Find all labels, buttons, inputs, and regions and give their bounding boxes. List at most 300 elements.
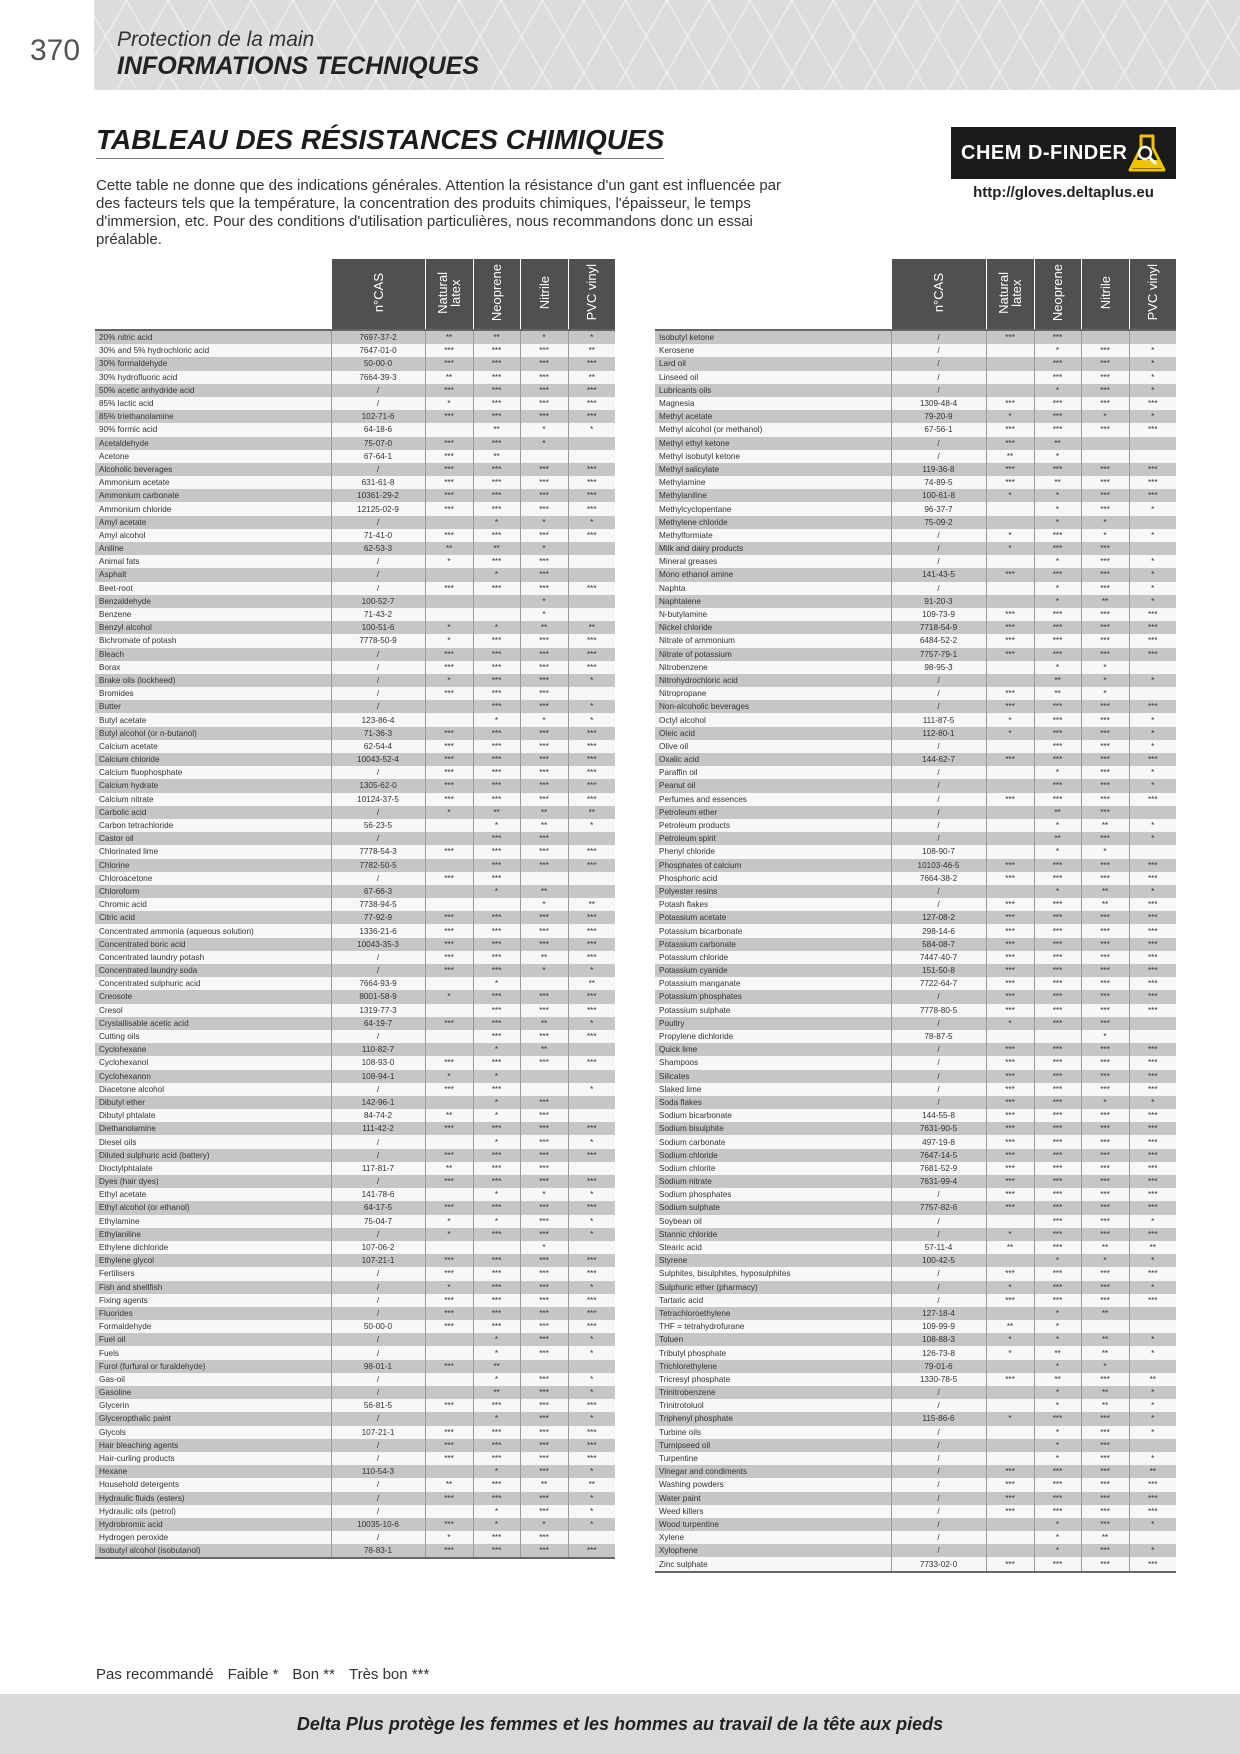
- table-row: [95, 819, 615, 832]
- cas-number: 117-81-7: [331, 1162, 425, 1175]
- rating-neoprene: [1034, 1030, 1081, 1043]
- rating-pvc-vinyl: ***: [1129, 700, 1176, 713]
- rating-natural-latex: ***: [986, 463, 1034, 476]
- rating-pvc-vinyl: ***: [1129, 1294, 1176, 1307]
- table-row: [655, 357, 1176, 370]
- cas-number: /: [891, 1426, 986, 1439]
- rating-neoprene: **: [473, 1360, 520, 1373]
- rating-pvc-vinyl: ***: [1129, 1122, 1176, 1135]
- cas-number: 107-21-1: [331, 1254, 425, 1267]
- table-row: [655, 845, 1176, 858]
- cas-number: /: [331, 1439, 425, 1452]
- rating-nitrile: ***: [520, 1439, 568, 1452]
- chemical-name: Asphalt: [95, 568, 331, 581]
- rating-pvc-vinyl: [1129, 845, 1176, 858]
- table-row: [655, 1162, 1176, 1175]
- cas-number: /: [891, 1518, 986, 1531]
- rating-neoprene: ***: [1034, 713, 1081, 726]
- rating-pvc-vinyl: *: [1129, 371, 1176, 384]
- rating-natural-latex: [425, 1346, 473, 1359]
- rating-nitrile: ***: [520, 357, 568, 370]
- rating-natural-latex: ***: [986, 648, 1034, 661]
- rating-neoprene: ***: [1034, 423, 1081, 436]
- table-row: [95, 1281, 615, 1294]
- chemical-name: Lard oil: [655, 357, 891, 370]
- cas-number: /: [331, 397, 425, 410]
- rating-nitrile: *: [520, 1518, 568, 1531]
- cas-number: /: [891, 1505, 986, 1518]
- chemical-name: Butyl alcohol (or n-butanol): [95, 727, 331, 740]
- chemical-name: Dibutyl phtalate: [95, 1109, 331, 1122]
- rating-nitrile: **: [1081, 1531, 1129, 1544]
- chemical-name: Magnesia: [655, 397, 891, 410]
- chemical-name: Paraffin oil: [655, 766, 891, 779]
- table-row: [95, 1188, 615, 1201]
- rating-nitrile: ***: [1081, 542, 1129, 555]
- legend-item-not-recommended: Pas recommandé: [96, 1666, 214, 1683]
- rating-natural-latex: ***: [425, 1307, 473, 1320]
- cas-number: 141-43-5: [891, 568, 986, 581]
- table-row: [95, 1360, 615, 1373]
- table-row: [95, 713, 615, 726]
- rating-pvc-vinyl: [568, 1043, 615, 1056]
- rating-neoprene: **: [1034, 674, 1081, 687]
- rating-pvc-vinyl: ***: [1129, 476, 1176, 489]
- table-row: [95, 1149, 615, 1162]
- chemical-name: Potassium cyanide: [655, 964, 891, 977]
- rating-natural-latex: [425, 1241, 473, 1254]
- rating-pvc-vinyl: ***: [1129, 977, 1176, 990]
- rating-neoprene: ***: [1034, 1070, 1081, 1083]
- rating-neoprene: ***: [1034, 779, 1081, 792]
- rating-pvc-vinyl: *: [1129, 1281, 1176, 1294]
- table-row: [655, 1557, 1176, 1571]
- chemical-name: Concentrated boric acid: [95, 938, 331, 951]
- rating-pvc-vinyl: *: [568, 1017, 615, 1030]
- rating-neoprene: *: [473, 1043, 520, 1056]
- rating-neoprene: ***: [473, 1254, 520, 1267]
- rating-nitrile: ***: [520, 1307, 568, 1320]
- rating-neoprene: **: [473, 450, 520, 463]
- rating-natural-latex: [986, 1531, 1034, 1544]
- rating-neoprene: ***: [1034, 898, 1081, 911]
- chemical-name: Potassium carbonate: [655, 938, 891, 951]
- chemical-name: Hydraulic oils (petrol): [95, 1505, 331, 1518]
- chemical-name: Chromic acid: [95, 898, 331, 911]
- cas-number: 1309-48-4: [891, 397, 986, 410]
- table-row: [95, 1162, 615, 1175]
- rating-natural-latex: [425, 1135, 473, 1148]
- chemical-name: Fixing agents: [95, 1294, 331, 1307]
- rating-natural-latex: [986, 766, 1034, 779]
- rating-nitrile: *: [1081, 674, 1129, 687]
- cas-number: 12125-02-9: [331, 502, 425, 515]
- table-row: [95, 1241, 615, 1254]
- table-row: [655, 819, 1176, 832]
- cas-number: 10361-29-2: [331, 489, 425, 502]
- rating-natural-latex: ***: [425, 1320, 473, 1333]
- chemical-name: Phosphoric acid: [655, 872, 891, 885]
- rating-pvc-vinyl: *: [1129, 1412, 1176, 1425]
- rating-neoprene: *: [473, 516, 520, 529]
- rating-natural-latex: [425, 608, 473, 621]
- rating-pvc-vinyl: ***: [1129, 990, 1176, 1003]
- rating-nitrile: ***: [1081, 1162, 1129, 1175]
- chemical-name: Turpentine: [655, 1452, 891, 1465]
- cas-number: 78-83-1: [331, 1544, 425, 1558]
- chemical-name: Washing powders: [655, 1478, 891, 1491]
- table-row: [655, 753, 1176, 766]
- chemical-name: Potassium bicarbonate: [655, 924, 891, 937]
- rating-pvc-vinyl: [568, 1531, 615, 1544]
- rating-natural-latex: ***: [986, 898, 1034, 911]
- rating-nitrile: *: [1081, 410, 1129, 423]
- chemical-name: Fish and shellfish: [95, 1281, 331, 1294]
- rating-neoprene: *: [1034, 845, 1081, 858]
- table-row: [95, 1215, 615, 1228]
- chemical-name: Sodium sulphate: [655, 1201, 891, 1214]
- rating-nitrile: ***: [1081, 463, 1129, 476]
- rating-nitrile: ***: [520, 938, 568, 951]
- rating-natural-latex: [986, 371, 1034, 384]
- rating-neoprene: ***: [1034, 793, 1081, 806]
- rating-pvc-vinyl: ***: [1129, 1505, 1176, 1518]
- rating-pvc-vinyl: ***: [1129, 964, 1176, 977]
- rating-nitrile: ***: [1081, 977, 1129, 990]
- chemical-name: Toluen: [655, 1333, 891, 1346]
- rating-pvc-vinyl: *: [568, 1135, 615, 1148]
- chemical-name: Calcium fluophosphate: [95, 766, 331, 779]
- table-row: [95, 437, 615, 450]
- cas-number: /: [891, 687, 986, 700]
- table-body-right: [655, 330, 1176, 1572]
- table-row: [655, 872, 1176, 885]
- rating-natural-latex: *: [986, 1017, 1034, 1030]
- chemical-name: Gasoline: [95, 1386, 331, 1399]
- chemical-name: Petroleum spirit: [655, 832, 891, 845]
- table-row: [655, 1346, 1176, 1359]
- rating-neoprene: **: [473, 542, 520, 555]
- rating-neoprene: *: [473, 1465, 520, 1478]
- chemical-name: Methylcyclopentane: [655, 502, 891, 515]
- rating-pvc-vinyl: *: [568, 516, 615, 529]
- table-row: [655, 1281, 1176, 1294]
- cas-number: /: [891, 1478, 986, 1491]
- rating-natural-latex: ***: [986, 859, 1034, 872]
- rating-nitrile: ***: [520, 1201, 568, 1214]
- cas-number: 10103-46-5: [891, 859, 986, 872]
- rating-neoprene: ***: [473, 1426, 520, 1439]
- rating-pvc-vinyl: ***: [568, 1307, 615, 1320]
- table-row: [655, 1175, 1176, 1188]
- rating-pvc-vinyl: *: [1129, 1452, 1176, 1465]
- chemical-name: Creosote: [95, 990, 331, 1003]
- chemical-name: 30% hydrofluoric acid: [95, 371, 331, 384]
- cas-number: 7664-39-3: [331, 371, 425, 384]
- rating-pvc-vinyl: [1129, 806, 1176, 819]
- rating-natural-latex: ***: [425, 1399, 473, 1412]
- cas-number: /: [891, 1215, 986, 1228]
- rating-nitrile: ***: [1081, 621, 1129, 634]
- rating-neoprene: ***: [473, 1439, 520, 1452]
- rating-natural-latex: ***: [425, 437, 473, 450]
- chemical-name: Ethylamine: [95, 1215, 331, 1228]
- rating-neoprene: ***: [1034, 753, 1081, 766]
- rating-neoprene: ***: [1034, 1478, 1081, 1491]
- rating-nitrile: ***: [1081, 1267, 1129, 1280]
- chemical-name: Chloroacetone: [95, 872, 331, 885]
- rating-pvc-vinyl: ***: [1129, 489, 1176, 502]
- rating-natural-latex: [986, 516, 1034, 529]
- rating-neoprene: [473, 595, 520, 608]
- rating-neoprene: ***: [1034, 1281, 1081, 1294]
- cas-number: /: [331, 1030, 425, 1043]
- cas-number: /: [891, 779, 986, 792]
- chem-d-finder-logo[interactable]: [951, 127, 1176, 179]
- table-row: [655, 779, 1176, 792]
- table-row: [95, 793, 615, 806]
- rating-nitrile: ***: [520, 1162, 568, 1175]
- chemical-name: Furol (furfural or furaldehyde): [95, 1360, 331, 1373]
- rating-natural-latex: ***: [425, 1267, 473, 1280]
- rating-neoprene: ***: [473, 1307, 520, 1320]
- rating-neoprene: ***: [1034, 700, 1081, 713]
- cas-number: /: [891, 1399, 986, 1412]
- rating-nitrile: ***: [1081, 1056, 1129, 1069]
- rating-natural-latex: ***: [425, 1439, 473, 1452]
- cas-number: /: [891, 1465, 986, 1478]
- chemical-name: Concentrated laundry potash: [95, 951, 331, 964]
- cas-number: 7718-54-9: [891, 621, 986, 634]
- cas-number: 67-56-1: [891, 423, 986, 436]
- rating-pvc-vinyl: ***: [568, 779, 615, 792]
- rating-pvc-vinyl: ***: [1129, 911, 1176, 924]
- rating-neoprene: ***: [473, 1030, 520, 1043]
- table-row: [655, 885, 1176, 898]
- rating-neoprene: ***: [473, 872, 520, 885]
- rating-natural-latex: [986, 357, 1034, 370]
- chemical-name: Concentrated laundry soda: [95, 964, 331, 977]
- rating-natural-latex: **: [425, 542, 473, 555]
- chemical-name: Water paint: [655, 1492, 891, 1505]
- rating-natural-latex: [986, 384, 1034, 397]
- rating-pvc-vinyl: [1129, 330, 1176, 344]
- rating-nitrile: *: [520, 1188, 568, 1201]
- cas-number: /: [891, 990, 986, 1003]
- table-row: [655, 1505, 1176, 1518]
- cas-number: /: [331, 568, 425, 581]
- rating-neoprene: ***: [1034, 740, 1081, 753]
- chemical-name: Sodium chloride: [655, 1149, 891, 1162]
- rating-pvc-vinyl: [568, 595, 615, 608]
- rating-nitrile: ***: [1081, 964, 1129, 977]
- rating-pvc-vinyl: ***: [1129, 859, 1176, 872]
- rating-pvc-vinyl: ***: [1129, 938, 1176, 951]
- rating-nitrile: ***: [1081, 911, 1129, 924]
- rating-natural-latex: [986, 1030, 1034, 1043]
- rating-nitrile: [1081, 1320, 1129, 1333]
- rating-neoprene: ***: [473, 555, 520, 568]
- rating-pvc-vinyl: *: [568, 1373, 615, 1386]
- page-header: [0, 0, 1240, 90]
- rating-pvc-vinyl: *: [1129, 1518, 1176, 1531]
- table-row: [655, 1360, 1176, 1373]
- table-row: [95, 357, 615, 370]
- rating-nitrile: *: [520, 437, 568, 450]
- chemical-name: Animal fats: [95, 555, 331, 568]
- rating-nitrile: **: [520, 621, 568, 634]
- rating-nitrile: ***: [1081, 1017, 1129, 1030]
- rating-nitrile: ***: [520, 661, 568, 674]
- cas-number: /: [891, 344, 986, 357]
- cas-number: 100-61-8: [891, 489, 986, 502]
- rating-natural-latex: [986, 1399, 1034, 1412]
- cas-number: 119-36-8: [891, 463, 986, 476]
- rating-nitrile: ***: [520, 397, 568, 410]
- cas-number: 126-73-8: [891, 1346, 986, 1359]
- rating-neoprene: ***: [473, 1478, 520, 1491]
- rating-neoprene: ***: [1034, 357, 1081, 370]
- table-row: [95, 687, 615, 700]
- rating-neoprene: **: [473, 423, 520, 436]
- cas-number: /: [331, 1531, 425, 1544]
- rating-neoprene: ***: [1034, 568, 1081, 581]
- header-blank-cell: [95, 259, 331, 330]
- rating-pvc-vinyl: ***: [568, 582, 615, 595]
- rating-pvc-vinyl: ***: [568, 1056, 615, 1069]
- table-row: [95, 542, 615, 555]
- chemical-name: Methyl isobutyl ketone: [655, 450, 891, 463]
- cas-number: 10035-10-6: [331, 1518, 425, 1531]
- header-blank-cell: [655, 259, 891, 330]
- rating-natural-latex: ***: [425, 357, 473, 370]
- table-row: [95, 938, 615, 951]
- chemical-name: Alcoholic beverages: [95, 463, 331, 476]
- rating-neoprene: ***: [473, 582, 520, 595]
- rating-pvc-vinyl: *: [568, 330, 615, 344]
- table-row: [655, 542, 1176, 555]
- cas-number: /: [331, 1373, 425, 1386]
- rating-neoprene: *: [1034, 766, 1081, 779]
- rating-natural-latex: [425, 713, 473, 726]
- chemical-name: Polyester resins: [655, 885, 891, 898]
- chemical-name: Perfumes and essences: [655, 793, 891, 806]
- website-link[interactable]: http://gloves.deltaplus.eu: [973, 184, 1154, 201]
- rating-natural-latex: ***: [986, 1083, 1034, 1096]
- rating-natural-latex: ***: [425, 911, 473, 924]
- chemical-name: Tricresyl phosphate: [655, 1373, 891, 1386]
- table-row: [95, 608, 615, 621]
- cas-number: 100-52-7: [331, 595, 425, 608]
- chemical-name: Weed killers: [655, 1505, 891, 1518]
- table-row: [95, 1346, 615, 1359]
- chemical-name: Methyl ethyl ketone: [655, 437, 891, 450]
- rating-pvc-vinyl: [568, 1360, 615, 1373]
- rating-pvc-vinyl: *: [1129, 1426, 1176, 1439]
- rating-natural-latex: [986, 1426, 1034, 1439]
- chemical-name: Diesel oils: [95, 1135, 331, 1148]
- rating-nitrile: ***: [520, 1452, 568, 1465]
- chemical-name: Ammonium acetate: [95, 476, 331, 489]
- rating-nitrile: ***: [1081, 1004, 1129, 1017]
- rating-neoprene: ***: [473, 489, 520, 502]
- table-row: [655, 1320, 1176, 1333]
- chemical-name: Fuel oil: [95, 1333, 331, 1346]
- table-row: [95, 898, 615, 911]
- table-row: [655, 437, 1176, 450]
- rating-pvc-vinyl: ***: [568, 463, 615, 476]
- rating-neoprene: ***: [473, 700, 520, 713]
- rating-pvc-vinyl: ***: [1129, 648, 1176, 661]
- rating-nitrile: *: [1081, 516, 1129, 529]
- rating-pvc-vinyl: *: [1129, 555, 1176, 568]
- rating-nitrile: ***: [520, 674, 568, 687]
- rating-natural-latex: [986, 1518, 1034, 1531]
- chemical-name: Calcium hydrate: [95, 779, 331, 792]
- table-row: [95, 885, 615, 898]
- table-row: [655, 621, 1176, 634]
- chemical-name: Dibutyl ether: [95, 1096, 331, 1109]
- chemical-name: Amyl acetate: [95, 516, 331, 529]
- rating-neoprene: *: [473, 713, 520, 726]
- table-row: [95, 1518, 615, 1531]
- table-row: [655, 423, 1176, 436]
- rating-natural-latex: [986, 1452, 1034, 1465]
- rating-neoprene: ***: [473, 1083, 520, 1096]
- rating-pvc-vinyl: *: [568, 1281, 615, 1294]
- rating-natural-latex: *: [425, 634, 473, 647]
- table-row: [655, 793, 1176, 806]
- table-row: [95, 1017, 615, 1030]
- cas-number: 102-71-6: [331, 410, 425, 423]
- chemical-name: Citric acid: [95, 911, 331, 924]
- rating-neoprene: ***: [1034, 1122, 1081, 1135]
- rating-nitrile: ***: [520, 344, 568, 357]
- rating-pvc-vinyl: *: [1129, 885, 1176, 898]
- rating-neoprene: [473, 608, 520, 621]
- rating-neoprene: [473, 1241, 520, 1254]
- rating-nitrile: ***: [520, 924, 568, 937]
- cas-number: /: [891, 1386, 986, 1399]
- chemical-name: Dioctylphtalate: [95, 1162, 331, 1175]
- cas-number: 142-96-1: [331, 1096, 425, 1109]
- rating-nitrile: ***: [520, 1399, 568, 1412]
- rating-nitrile: **: [1081, 1346, 1129, 1359]
- table-row: [655, 1228, 1176, 1241]
- rating-pvc-vinyl: ***: [568, 924, 615, 937]
- rating-neoprene: ***: [1034, 727, 1081, 740]
- cas-number: 8001-58-9: [331, 990, 425, 1003]
- table-row: [95, 1505, 615, 1518]
- table-row: [655, 713, 1176, 726]
- table-row: [95, 1096, 615, 1109]
- table-row: [655, 990, 1176, 1003]
- rating-pvc-vinyl: [568, 1070, 615, 1083]
- cas-number: /: [331, 1307, 425, 1320]
- rating-natural-latex: *: [425, 990, 473, 1003]
- table-row: [95, 582, 615, 595]
- cas-number: /: [891, 1281, 986, 1294]
- rating-pvc-vinyl: **: [1129, 1241, 1176, 1254]
- cas-number: 7778-80-5: [891, 1004, 986, 1017]
- rating-pvc-vinyl: ***: [568, 1320, 615, 1333]
- cas-number: 74-89-5: [891, 476, 986, 489]
- chemical-name: 50% acetic anhydride acid: [95, 384, 331, 397]
- chemical-name: Potassium acetate: [655, 911, 891, 924]
- rating-natural-latex: ***: [425, 740, 473, 753]
- rating-nitrile: ***: [1081, 384, 1129, 397]
- chemical-name: Sulphuric ether (pharmacy): [655, 1281, 891, 1294]
